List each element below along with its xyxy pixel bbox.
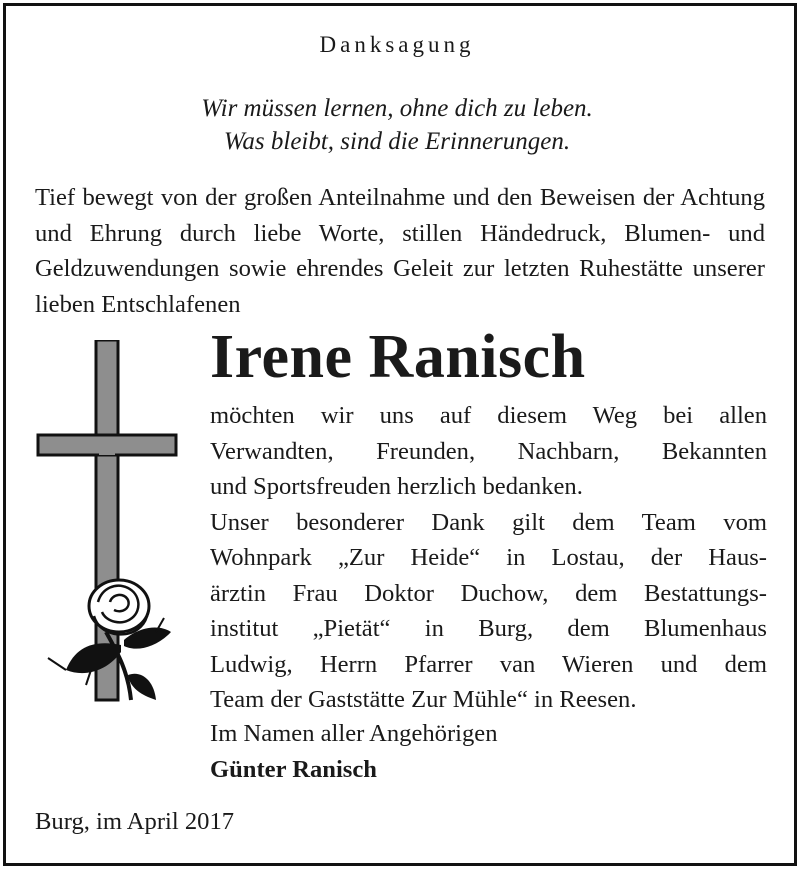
thanks-line: institut „Pietät“ in Burg, dem Blumenhaus — [210, 615, 767, 642]
thanks-line: und Sportsfreuden herzlich bedanken. — [210, 473, 583, 500]
deceased-name: Irene Ranisch — [210, 323, 586, 391]
thanks-line: möchten wir uns auf diesem Weg bei allen — [210, 402, 767, 429]
notice-heading: Danksagung — [319, 32, 475, 57]
verse-line-2: Was bleibt, sind die Erinnerungen. — [223, 128, 571, 155]
place-date: Burg, im April 2017 — [35, 808, 235, 835]
verse — [0, 92, 794, 158]
thanks-line: Team der Gaststätte Zur Mühle“ in Reesen. — [210, 686, 637, 713]
signer-name: Günter Ranisch — [210, 755, 377, 783]
signoff — [210, 716, 498, 787]
signoff-line: Im Namen aller Angehörigen — [210, 720, 498, 747]
verse-line-1: Wir müssen lernen, ohne dich zu leben. — [201, 95, 593, 122]
thanks-line: ärztin Frau Doktor Duchow, dem Bestattungs- — [210, 579, 767, 607]
thanks-line: Wohnpark „Zur Heide“ in Lostau, der Haus- — [210, 544, 767, 571]
thanks-line: Ludwig, Herrn Pfarrer van Wieren und dem — [210, 650, 767, 678]
thanks-line: Unser besonderer Dank gilt dem Team vom — [210, 508, 767, 536]
intro-paragraph: Tief bewegt von der großen Anteilnahme und den Beweisen der Achtung und Ehrung durch liebe Worte, stillen Händedruck, Blumen- und Geldzuwendungen sowie ehrendes Geleit zur letzten Ruhestätte unserer lieben Entschlafenen — [35, 184, 765, 318]
thanks-paragraph — [210, 398, 767, 718]
thanks-line: Verwandten, Freunden, Nachbarn, Bekannten — [210, 437, 767, 465]
cross-icon — [36, 340, 181, 710]
